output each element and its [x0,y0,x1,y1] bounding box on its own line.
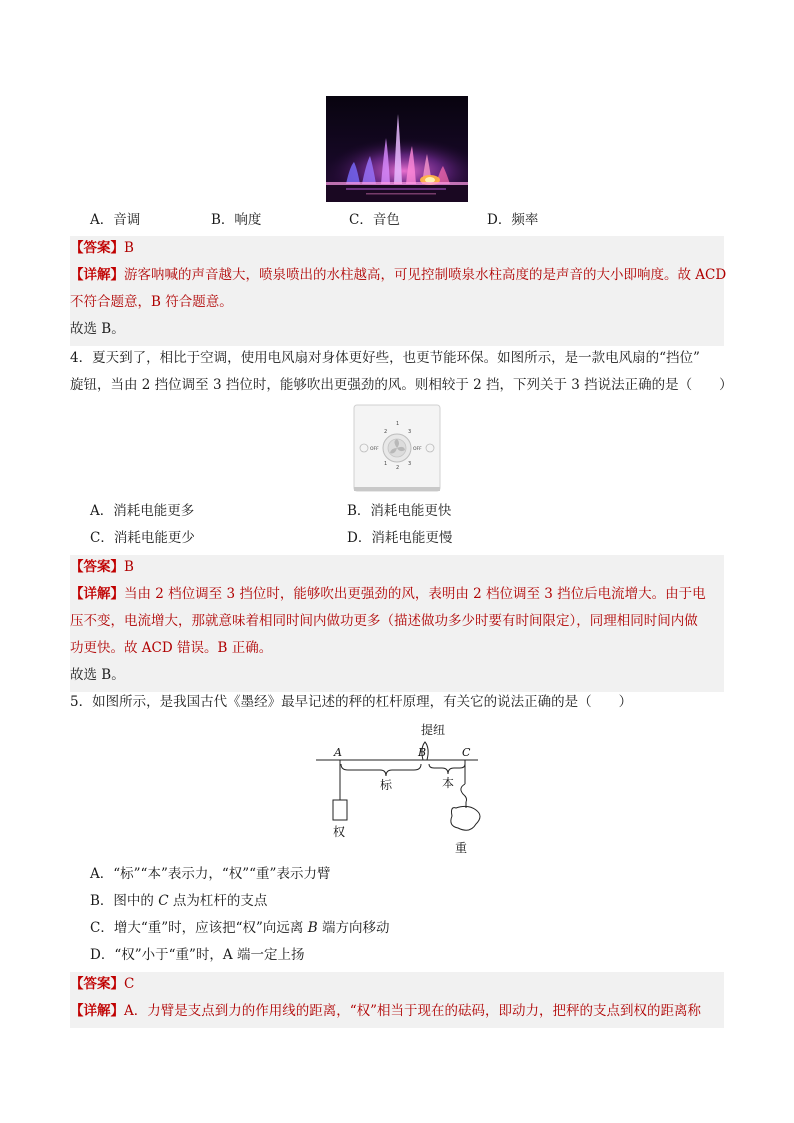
fan-switch-illustration [352,403,442,493]
steelyard-diagram [300,718,500,858]
fountain-illustration [326,96,468,202]
q4-option-d[interactable]: D．消耗电能更慢 [347,530,453,546]
q5-option-d[interactable]: D．“权”小于“重”时，A 端一定上扬 [90,947,305,963]
knob-label-off-left: OFF [370,447,379,452]
steelyard-lever-svg [300,718,500,858]
label-zhong: 重 [455,841,468,855]
answer-tag: 【答案】 [70,240,124,256]
answer-tag: 【答案】 [70,976,124,992]
q4-detail-line-1 [70,584,724,604]
label-b: B [418,746,427,759]
knob-label-top-1: 1 [396,421,400,427]
q5-option-c-text-end: 端方向移动 [317,920,390,936]
label-a: A [334,746,342,759]
q3-answer-line [70,238,724,258]
answer-value: B [124,559,134,575]
q4-detail-line-2: 压不变，电流增大，那就意味着相同时间内做功更多（描述做功多少时要有时间限定），同理相同时间内做 [70,613,698,629]
q5-option-b-text-end: 点为杠杆的支点 [168,893,268,909]
label-tiniu: 提纽 [421,723,446,737]
q3-option-b[interactable]: B．响度 [211,212,262,228]
label-c: C [462,746,471,759]
q3-option-d[interactable]: D．频率 [487,212,539,228]
q5-option-b-var: C [158,893,169,909]
q5-option-b-text: B．图中的 [90,893,159,909]
q4-stem-line-2: 旋钮，当由 2 挡位调至 3 挡位时，能够吹出更强劲的风。则相较于 2 挡，下列关于 3 挡说法正确的是（ ） [70,377,733,393]
answer-tag: 【答案】 [70,559,124,575]
q4-option-b[interactable]: B．消耗电能更快 [347,503,452,519]
q5-option-a[interactable]: A．“标”“本”表示力，“权”“重”表示力臂 [90,866,331,882]
q5-answer-line [70,974,724,994]
knob-label-off-right: OFF [413,447,422,452]
fan-switch-photo [352,403,442,493]
detail-text: A．力臂是支点到力的作用线的距离，“权”相当于现在的砝码，即动力，把秤的支点到权的距离称 [124,1003,702,1019]
detail-tag: 【详解】 [70,267,124,283]
answer-value: C [124,976,135,992]
detail-text: 当由 2 档位调至 3 挡位时，能够吹出更强劲的风，表明由 2 档位调至 3 挡位后电流增大。由于电 [124,586,706,602]
label-quan: 权 [333,825,346,839]
knob-label-left-2: 2 [384,429,388,435]
knob-label-bottom-1: 1 [384,461,388,467]
q3-option-a[interactable]: A．音调 [90,212,141,228]
q4-option-c[interactable]: C．消耗电能更少 [90,530,195,546]
q4-option-a[interactable]: A．消耗电能更多 [90,503,195,519]
q5-option-c-var: B [307,920,318,936]
knob-label-bottom-3: 3 [408,461,412,467]
q5-stem: 5．如图所示，是我国古代《墨经》最早记述的秤的杠杆原理，有关它的说法正确的是（ ） [70,694,633,710]
knob-label-right-3: 3 [408,429,412,435]
q4-detail-line-3: 功更快。故 ACD 错误。B 正确。 [70,640,273,656]
fountain-photo [326,96,468,202]
detail-tag: 【详解】 [70,1003,124,1019]
q3-detail-line-2: 不符合题意，B 符合题意。 [70,294,233,310]
q5-option-b[interactable] [90,891,267,911]
knob-label-bottom-2: 2 [396,465,400,471]
label-biao: 标 [380,778,393,792]
label-ben: 本 [442,776,455,790]
q4-conclusion: 故选 B。 [70,667,125,683]
detail-text: 游客呐喊的声音越大，喷泉喷出的水柱越高，可见控制喷泉水柱高度的是声音的大小即响度。故 ACD [124,267,727,283]
q3-option-c[interactable]: C．音色 [349,212,400,228]
q5-detail-line-1 [70,1001,724,1021]
q3-conclusion: 故选 B。 [70,321,125,337]
q4-answer-line [70,557,724,577]
detail-tag: 【详解】 [70,586,124,602]
q4-stem-line-1: 4．夏天到了，相比于空调，使用电风扇对身体更好些，也更节能环保。如图所示，是一款电风扇的“挡位” [70,350,700,366]
answer-value: B [124,240,134,256]
q3-detail-line-1 [70,265,727,285]
q5-option-c-text: C．增大“重”时，应该把“权”向远离 [90,920,308,936]
q5-option-c[interactable] [90,918,389,938]
